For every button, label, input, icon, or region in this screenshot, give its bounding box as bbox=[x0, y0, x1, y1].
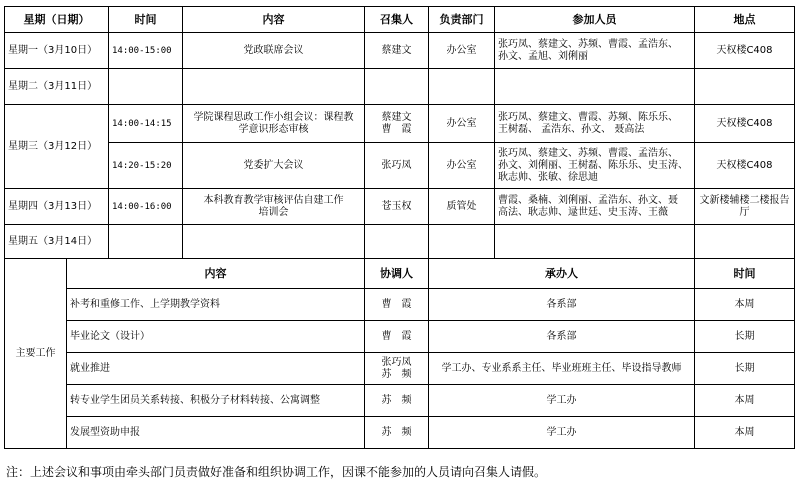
task-content: 补考和重修工作、上学期教学资料 bbox=[67, 289, 365, 321]
table-row bbox=[5, 321, 795, 353]
table-row bbox=[5, 189, 795, 225]
empty-cell bbox=[183, 69, 365, 105]
task-time: 本周 bbox=[695, 385, 795, 417]
task-content: 转专业学生团员关系转接、积极分子材料转接、公寓调整 bbox=[67, 385, 365, 417]
coordinator-line: 苏 频 bbox=[381, 368, 412, 380]
participants-line: 张巧凤、蔡建文、曹霞、苏频、陈乐乐、 bbox=[498, 111, 678, 123]
meeting-participants bbox=[495, 105, 695, 143]
task-coordinator: 曹 霞 bbox=[365, 321, 429, 353]
meeting-time: 14:00-14:15 bbox=[109, 105, 183, 143]
empty-cell bbox=[495, 69, 695, 105]
empty-cell bbox=[109, 69, 183, 105]
meeting-location: 天权楼C408 bbox=[695, 143, 795, 189]
content-line: 培训会 bbox=[258, 206, 289, 218]
content-line: 学院课程思政工作小组会议：课程教 bbox=[193, 111, 354, 123]
day-cell: 星期三（3月12日） bbox=[5, 105, 109, 189]
meeting-location bbox=[695, 189, 795, 225]
meeting-dept: 办公室 bbox=[429, 33, 495, 69]
participants-line: 耿志帅、张敏、徐思迪 bbox=[498, 171, 598, 183]
meeting-dept: 办公室 bbox=[429, 105, 495, 143]
tasks-header-time: 时间 bbox=[695, 259, 795, 289]
participants-line: 王树磊、 孟浩东、孙文、 聂高法 bbox=[498, 123, 645, 135]
table-row bbox=[5, 385, 795, 417]
task-coordinator: 苏 频 bbox=[365, 385, 429, 417]
task-coordinator: 苏 频 bbox=[365, 417, 429, 449]
table-row bbox=[5, 417, 795, 449]
task-time: 本周 bbox=[695, 289, 795, 321]
content-line: 本科教育教学审核评估自建工作 bbox=[203, 194, 344, 206]
schedule-header-row bbox=[5, 7, 795, 33]
empty-cell bbox=[365, 225, 429, 259]
task-handler: 学工办 bbox=[429, 417, 695, 449]
task-time: 长期 bbox=[695, 321, 795, 353]
footnote: 注：上述会议和事项由牵头部门员责做好准备和组织协调工作，因课不能参加的人员请向召集人请假。 bbox=[6, 465, 547, 479]
tasks-header-coordinator: 协调人 bbox=[365, 259, 429, 289]
header-participants: 参加人员 bbox=[495, 7, 695, 33]
table-row bbox=[5, 105, 795, 143]
day-cell: 星期一（3月10日） bbox=[5, 33, 109, 69]
meeting-dept: 办公室 bbox=[429, 143, 495, 189]
location-line: 文新楼辅楼二楼报告 bbox=[699, 194, 790, 206]
task-handler: 学工办、专业系系主任、毕业班班主任、毕设指导教师 bbox=[429, 353, 695, 385]
tasks-section-label: 主要工作 bbox=[5, 259, 67, 449]
meeting-content: 党委扩大会议 bbox=[183, 143, 365, 189]
task-handler: 各系部 bbox=[429, 321, 695, 353]
task-content: 就业推进 bbox=[67, 353, 365, 385]
content-line: 学意识形态审核 bbox=[238, 123, 309, 135]
empty-cell bbox=[429, 225, 495, 259]
table-row bbox=[5, 69, 795, 105]
meeting-convener: 张巧凤 bbox=[365, 143, 429, 189]
participants-line: 高法、耿志帅、逯世廷、史玉涛、王薇 bbox=[498, 206, 668, 218]
header-location: 地点 bbox=[695, 7, 795, 33]
header-convener: 召集人 bbox=[365, 7, 429, 33]
tasks-header-row bbox=[5, 259, 795, 289]
header-time: 时间 bbox=[109, 7, 183, 33]
table-row bbox=[5, 353, 795, 385]
task-handler: 学工办 bbox=[429, 385, 695, 417]
header-dept: 负责部门 bbox=[429, 7, 495, 33]
meeting-content: 党政联席会议 bbox=[183, 33, 365, 69]
meeting-time: 14:00-15:00 bbox=[109, 33, 183, 69]
tasks-header-content: 内容 bbox=[67, 259, 365, 289]
task-content: 毕业论文（设计） bbox=[67, 321, 365, 353]
participants-line: 曹霞、桑楠、刘俐丽、孟浩东、孙文、聂 bbox=[498, 194, 678, 206]
day-cell: 星期四（3月13日） bbox=[5, 189, 109, 225]
weekly-schedule-table bbox=[4, 6, 795, 449]
coordinator-line: 张巧凤 bbox=[381, 356, 412, 368]
meeting-convener: 蔡建文 bbox=[365, 33, 429, 69]
empty-cell bbox=[365, 69, 429, 105]
meeting-convener: 苍玉权 bbox=[365, 189, 429, 225]
meeting-content bbox=[183, 189, 365, 225]
empty-cell bbox=[429, 69, 495, 105]
meeting-location: 天权楼C408 bbox=[695, 33, 795, 69]
task-time: 长期 bbox=[695, 353, 795, 385]
task-handler: 各系部 bbox=[429, 289, 695, 321]
meeting-participants bbox=[495, 189, 695, 225]
table-row bbox=[5, 33, 795, 69]
participants-line: 孙文、刘俐丽、王树磊、陈乐乐、史玉涛、 bbox=[498, 159, 688, 171]
table-row bbox=[5, 225, 795, 259]
task-coordinator: 曹 霞 bbox=[365, 289, 429, 321]
meeting-participants bbox=[495, 33, 695, 69]
table-row bbox=[5, 289, 795, 321]
participants-line: 孙文、孟旭、刘俐丽 bbox=[498, 50, 588, 62]
header-day: 星期（日期） bbox=[5, 7, 109, 33]
meeting-participants bbox=[495, 143, 695, 189]
convener-line: 曹 霞 bbox=[381, 123, 412, 135]
meeting-dept: 质管处 bbox=[429, 189, 495, 225]
meeting-content bbox=[183, 105, 365, 143]
participants-line: 张巧凤、蔡建文、苏频、曹霞、孟浩东、 bbox=[498, 147, 678, 159]
participants-line: 张巧凤、蔡建文、苏频、曹霞、孟浩东、 bbox=[498, 38, 678, 50]
meeting-time: 14:00-16:00 bbox=[109, 189, 183, 225]
table-row bbox=[5, 143, 795, 189]
meeting-time: 14:20-15:20 bbox=[109, 143, 183, 189]
day-cell: 星期五（3月14日） bbox=[5, 225, 109, 259]
header-content: 内容 bbox=[183, 7, 365, 33]
meeting-convener bbox=[365, 105, 429, 143]
empty-cell bbox=[109, 225, 183, 259]
empty-cell bbox=[495, 225, 695, 259]
day-cell: 星期二（3月11日） bbox=[5, 69, 109, 105]
convener-line: 蔡建文 bbox=[381, 111, 412, 123]
meeting-location: 天权楼C408 bbox=[695, 105, 795, 143]
empty-cell bbox=[183, 225, 365, 259]
empty-cell bbox=[695, 225, 795, 259]
empty-cell bbox=[695, 69, 795, 105]
tasks-header-handler: 承办人 bbox=[429, 259, 695, 289]
task-content: 发展型资助申报 bbox=[67, 417, 365, 449]
location-line: 厅 bbox=[739, 206, 750, 218]
task-time: 本周 bbox=[695, 417, 795, 449]
task-coordinator bbox=[365, 353, 429, 385]
